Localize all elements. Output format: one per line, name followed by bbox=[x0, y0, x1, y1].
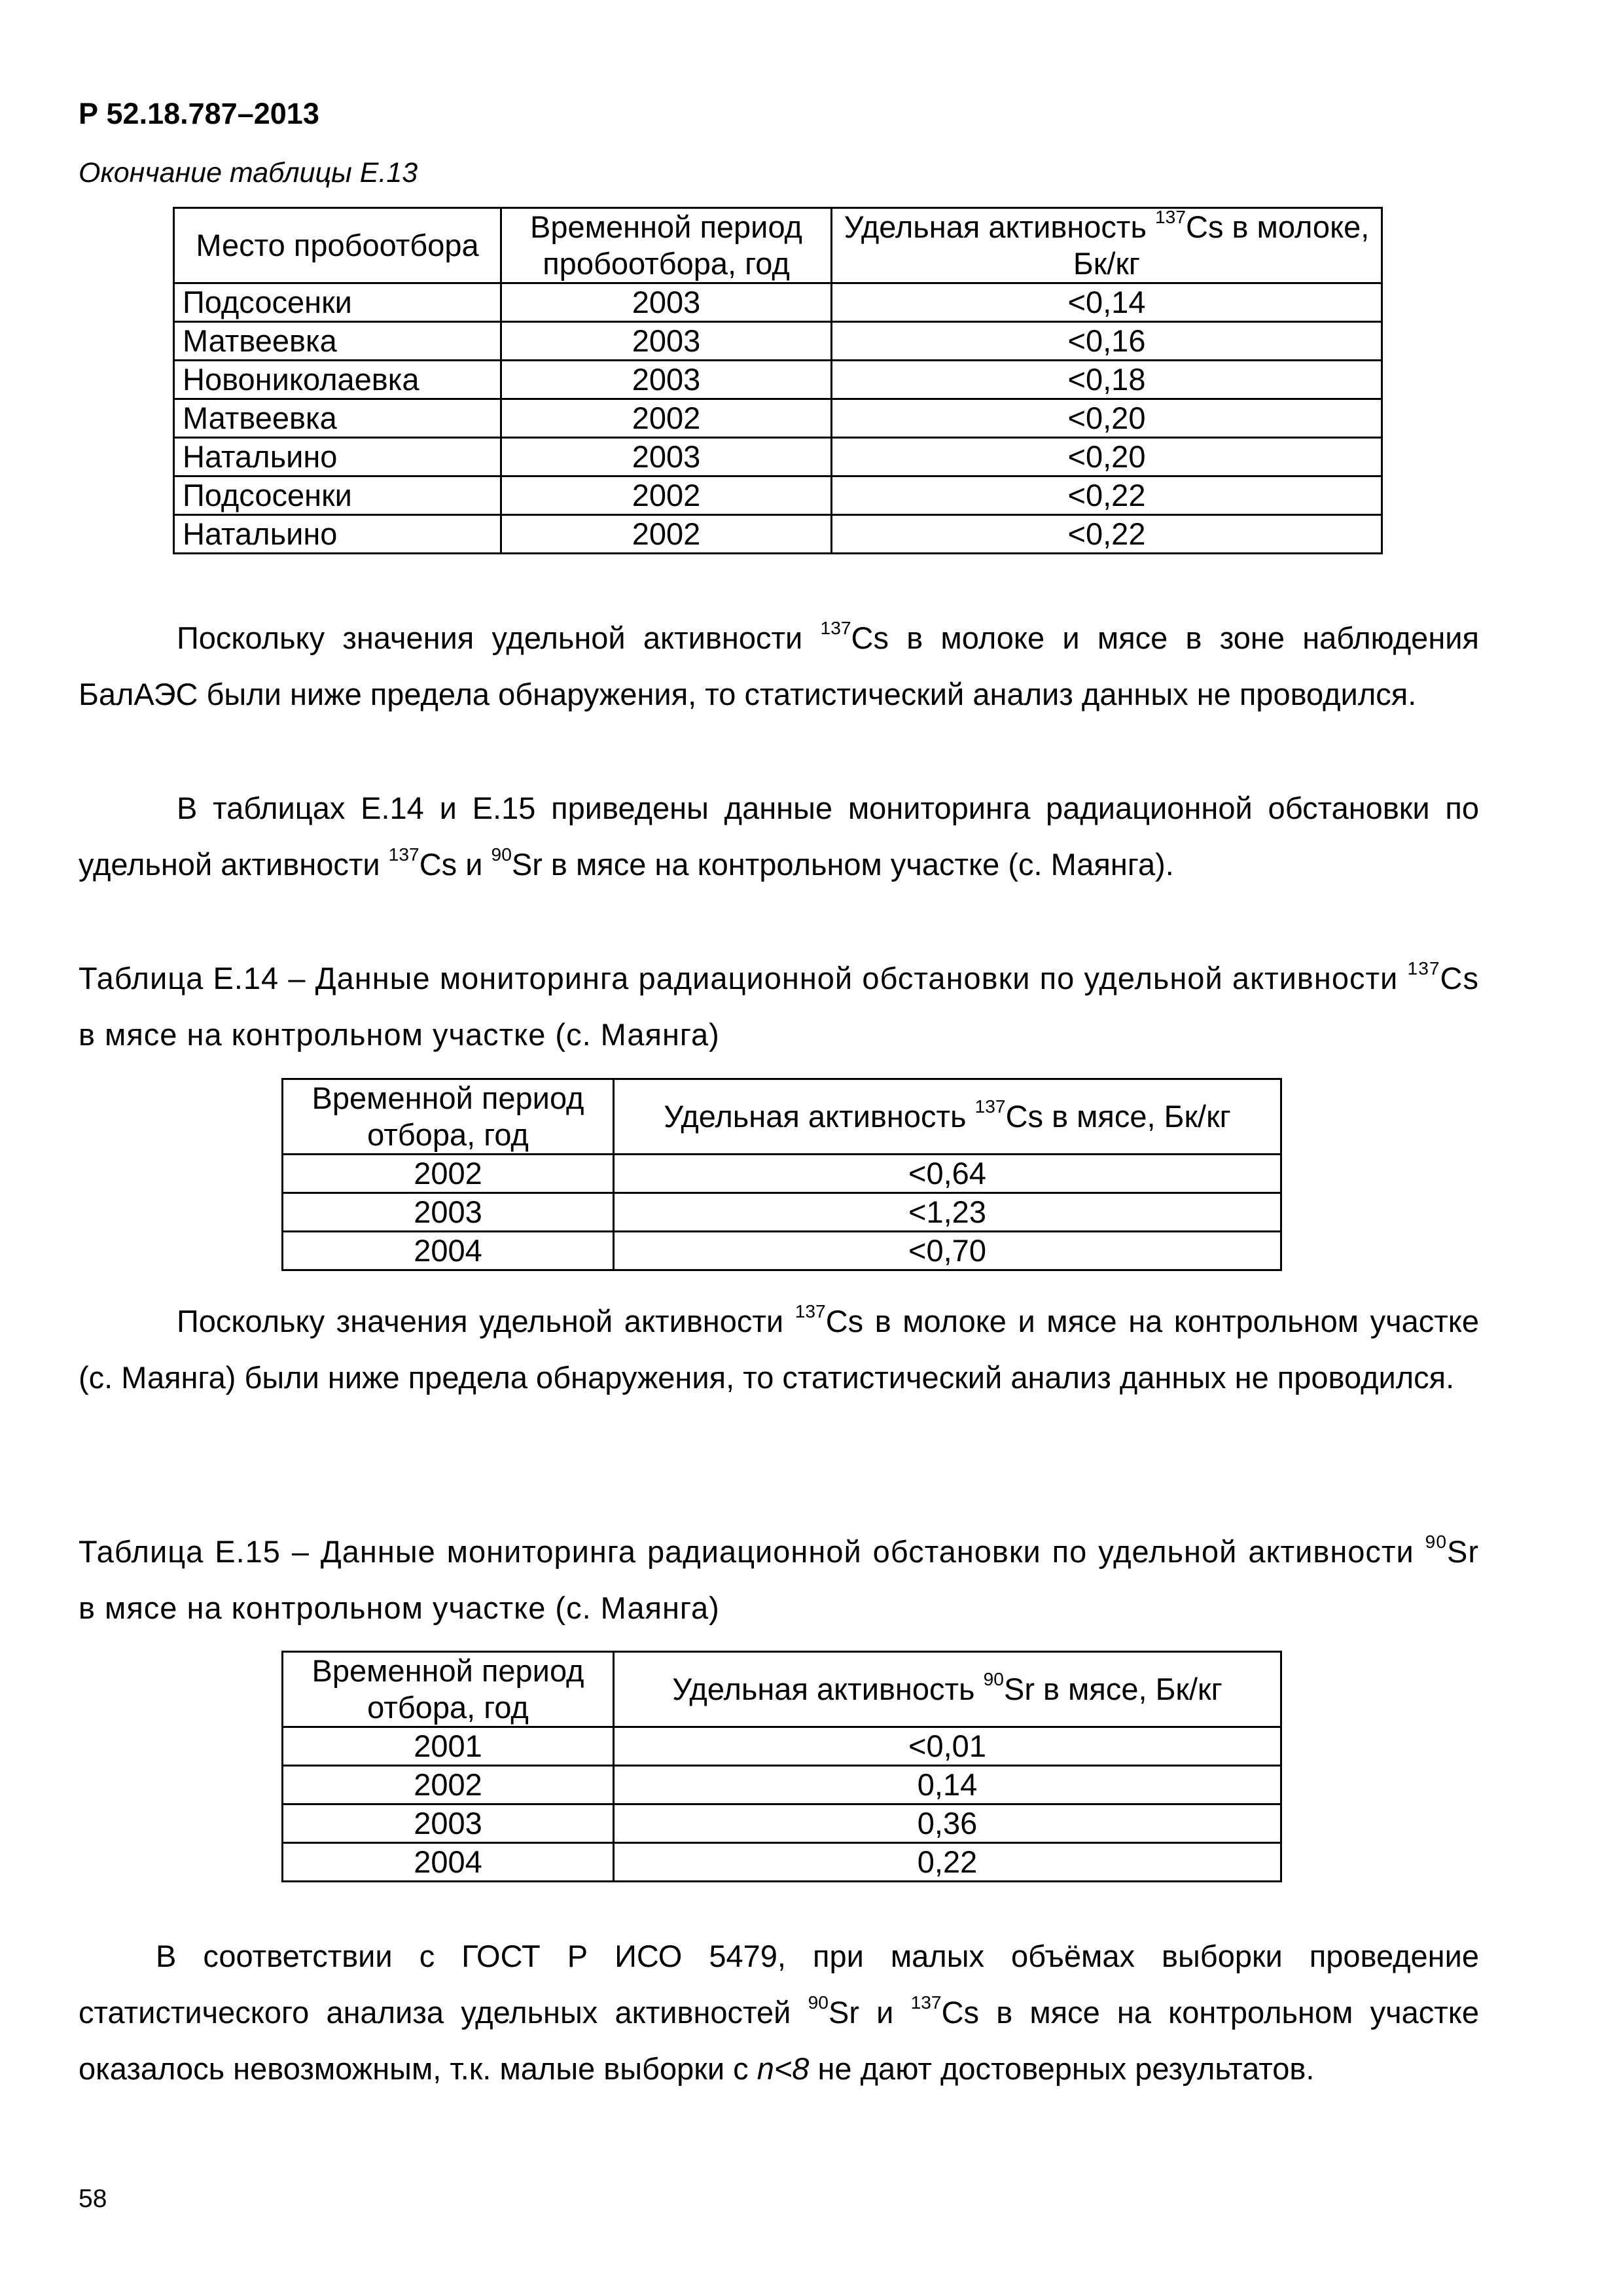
cell-value: <0,18 bbox=[832, 361, 1382, 399]
page-number: 58 bbox=[79, 2185, 107, 2213]
paragraph-1: Поскольку значения удельной активности $^{137}$Cs в молоке и мясе в зоне наблюдения БалАЭС были ниже предела обнаружения, то статистический анализ данных не проводился. bbox=[79, 617, 1479, 711]
header-activity: Удельная активность $^{90}$Sr в мясе, Бк/кг bbox=[614, 1652, 1281, 1727]
table-row bbox=[174, 322, 1382, 361]
cell-place: Натальино bbox=[174, 515, 501, 554]
table-row bbox=[174, 476, 1382, 515]
cell-year: 2003 bbox=[501, 322, 832, 361]
table-row bbox=[283, 1727, 1281, 1766]
table-e15 bbox=[281, 1651, 1282, 1882]
header-sampling-period: Временной период отбора, год bbox=[283, 1652, 614, 1727]
header-activity: Удельная активность $^{137}$Cs в мясе, Бк/кг bbox=[614, 1079, 1281, 1155]
cell-year: 2003 bbox=[283, 1193, 614, 1232]
table-e13 bbox=[173, 207, 1383, 554]
cell-value: <1,23 bbox=[614, 1193, 1281, 1232]
paragraph-4: В соответствии с ГОСТ Р ИСО 5479, при малых объёмах выборки проведение статистического анализа удельных активностей $^{90}$Sr и $^{137}$Cs в мясе на контрольном участке оказалось невозможным, т.к. малые выборки с n<8 не дают достоверных результатов. bbox=[79, 1939, 1479, 2086]
cell-value: <0,01 bbox=[614, 1727, 1281, 1766]
table-row bbox=[283, 1843, 1281, 1882]
cell-place: Подсосенки bbox=[174, 283, 501, 322]
cell-year: 2003 bbox=[501, 283, 832, 322]
cell-value: 0,22 bbox=[614, 1843, 1281, 1882]
cell-place: Подсосенки bbox=[174, 476, 501, 515]
cell-year: 2003 bbox=[501, 361, 832, 399]
table-header-row bbox=[283, 1652, 1281, 1727]
cell-value: <0,20 bbox=[832, 438, 1382, 476]
table-e15-caption: Таблица Е.15 – Данные мониторинга радиационной обстановки по удельной активности $^{90}$Sr в мясе на контрольном участке (с. Маянга) bbox=[79, 1531, 1479, 1625]
table-row bbox=[174, 283, 1382, 322]
paragraph-3: Поскольку значения удельной активности $^{137}$Cs в молоке и мясе на контрольном участке (с. Маянга) были ниже предела обнаружения, то статистический анализ данных не проводился. bbox=[79, 1300, 1480, 1395]
table-row bbox=[283, 1232, 1281, 1270]
cell-place: Матвеевка bbox=[174, 399, 501, 438]
cell-year: 2002 bbox=[501, 515, 832, 554]
cell-year: 2002 bbox=[283, 1155, 614, 1193]
header-sampling-period: Временной период отбора, год bbox=[283, 1079, 614, 1155]
table-row bbox=[283, 1766, 1281, 1804]
cell-place: Матвеевка bbox=[174, 322, 501, 361]
cell-value: <0,70 bbox=[614, 1232, 1281, 1270]
cell-value: 0,14 bbox=[614, 1766, 1281, 1804]
table-row bbox=[283, 1155, 1281, 1193]
cell-value: <0,22 bbox=[832, 476, 1382, 515]
table-e14-caption: Таблица Е.14 – Данные мониторинга радиационной обстановки по удельной активности $^{137}$Cs в мясе на контрольном участке (с. Маянга) bbox=[79, 958, 1479, 1052]
cell-year: 2002 bbox=[501, 399, 832, 438]
cell-year: 2003 bbox=[283, 1804, 614, 1843]
table-row bbox=[283, 1804, 1281, 1843]
table-row bbox=[174, 438, 1382, 476]
table-continuation-caption: Окончание таблицы Е.13 bbox=[79, 157, 418, 188]
cell-year: 2004 bbox=[283, 1232, 614, 1270]
table-header-row bbox=[174, 208, 1382, 283]
cell-value: <0,16 bbox=[832, 322, 1382, 361]
paragraph-2: В таблицах Е.14 и Е.15 приведены данные мониторинга радиационной обстановки по удельной активности $^{137}$Cs и $^{90}$Sr в мясе на контрольном участке (с. Маянга). bbox=[79, 791, 1479, 882]
cell-year: 2004 bbox=[283, 1843, 614, 1882]
header-activity: Удельная активность $^{137}$Cs в молоке, Бк/кг bbox=[832, 208, 1382, 283]
cell-year: 2002 bbox=[283, 1766, 614, 1804]
cell-value: <0,20 bbox=[832, 399, 1382, 438]
cell-year: 2003 bbox=[501, 438, 832, 476]
cell-value: <0,14 bbox=[832, 283, 1382, 322]
cell-value: <0,22 bbox=[832, 515, 1382, 554]
document-code: Р 52.18.787–2013 bbox=[79, 97, 319, 130]
cell-value: 0,36 bbox=[614, 1804, 1281, 1843]
header-sampling-period: Временной период пробоотбора, год bbox=[501, 208, 832, 283]
table-row bbox=[174, 515, 1382, 554]
table-e14 bbox=[281, 1078, 1282, 1271]
cell-place: Натальино bbox=[174, 438, 501, 476]
cell-year: 2002 bbox=[501, 476, 832, 515]
table-header-row bbox=[283, 1079, 1281, 1155]
table-row bbox=[174, 399, 1382, 438]
cell-value: <0,64 bbox=[614, 1155, 1281, 1193]
cell-place: Новониколаевка bbox=[174, 361, 501, 399]
table-row bbox=[174, 361, 1382, 399]
table-row bbox=[283, 1193, 1281, 1232]
header-sampling-place: Место пробоотбора bbox=[174, 208, 501, 283]
cell-year: 2001 bbox=[283, 1727, 614, 1766]
